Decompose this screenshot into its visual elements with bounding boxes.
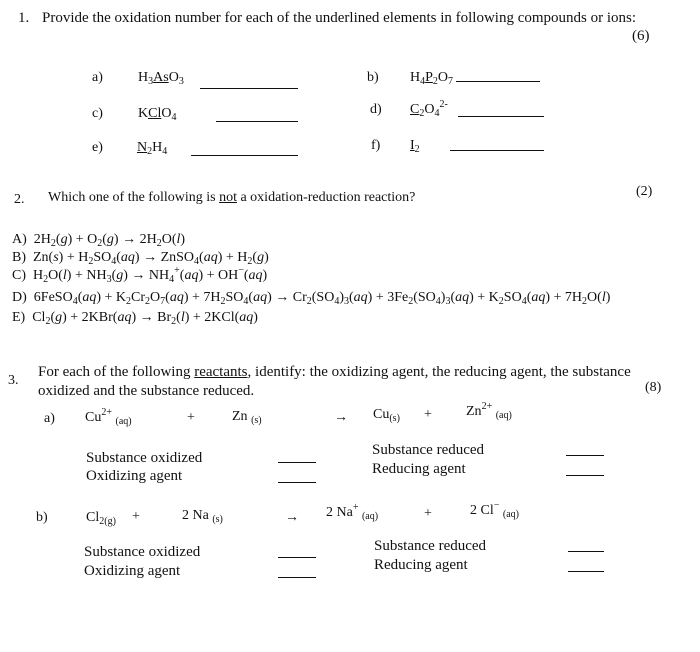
q1-a-formula: $H_3AsO_3$ <box>138 70 184 87</box>
q3-b-product-na: 2 Na+ $_{(aq)}$ <box>326 502 379 522</box>
q1-d-answer-blank[interactable] <box>458 116 544 117</box>
q3-b-reactant-cl2: $Cl_{2(g)}$ <box>86 510 116 527</box>
q1-c-formula: KClO$_4$ <box>138 106 177 123</box>
q3-b-plus-1: + <box>132 509 140 524</box>
q3-b-letter: b) <box>36 510 48 525</box>
q3-b-reducing-agent-label: Reducing agent <box>374 557 468 573</box>
q3-a-reducing-agent-label: Reducing agent <box>372 461 466 477</box>
q3-a-reactant-zn: Zn $_{(s)}$ <box>232 409 262 426</box>
q3-a-reducing-agent-blank[interactable] <box>566 475 604 476</box>
q3-b-substance-reduced-label: Substance reduced <box>374 538 487 554</box>
q3-a-arrow: → <box>334 410 348 425</box>
q3-a-letter: a) <box>44 411 55 426</box>
q3-a-product-zn: $Zn^{2+}$ $_{(aq)}$ <box>466 401 512 421</box>
q3-a-plus-1: + <box>187 410 195 425</box>
q3-b-plus-2: + <box>424 506 432 521</box>
q1-d-formula: $C_2O_4^{2-}$ <box>410 99 448 119</box>
q1-f-letter: f) <box>371 138 381 153</box>
q1-e-formula: $N_2H_4$ <box>137 140 168 157</box>
q1-prompt: Provide the oxidation number for each of the underlined elements in following compounds or ions: <box>42 10 637 26</box>
q3-a-oxidizing-agent-blank[interactable] <box>278 482 316 483</box>
q3-b-oxidizing-agent-label: Oxidizing agent <box>84 563 181 579</box>
q3-points: (8) <box>645 380 662 395</box>
q1-b-answer-blank[interactable] <box>456 81 540 82</box>
q3-b-arrow: → <box>285 510 299 525</box>
q3-number: 3. <box>8 373 19 388</box>
q3-a-plus-2: + <box>424 407 432 422</box>
q2-points: (2) <box>636 184 653 199</box>
q2-option-c: C) $H_2O(l) + NH_3(g) \to NH_4^+(aq) + OH^-(aq)$ <box>12 265 268 285</box>
q1-e-answer-blank[interactable] <box>191 155 298 156</box>
q3-b-substance-oxidized-blank[interactable] <box>278 557 316 558</box>
q1-a-answer-blank[interactable] <box>200 88 298 89</box>
q1-f-formula: $I_2$ <box>410 138 420 155</box>
q1-points: (6) <box>632 28 650 44</box>
q3-a-substance-reduced-blank[interactable] <box>566 455 604 456</box>
q1-c-answer-blank[interactable] <box>216 121 298 122</box>
q2-number: 2. <box>14 192 25 207</box>
q2-option-e: E) $Cl_2(g) + 2KBr(aq) \to Br_2(l) + 2KCl(aq)$ <box>12 310 258 327</box>
q2-option-d: D) 6FeSO$_4$(aq) + $K_2Cr_2O_7(aq) + 7H_2SO_4(aq) \to Cr_2(SO_4)_3(aq) + 3Fe_2(SO_4)_3(aq) + K_2SO_4(aq) + 7H_2O(l)$ <box>12 290 611 307</box>
q3-b-oxidizing-agent-blank[interactable] <box>278 577 316 578</box>
q3-a-reactant-cu: $Cu^{2+}$ $_{(aq)}$ <box>85 407 132 427</box>
q1-b-formula: $H_4P_2O_7$ <box>410 70 454 87</box>
q3-b-reducing-agent-blank[interactable] <box>568 571 604 572</box>
q1-b-letter: b) <box>367 70 379 85</box>
q3-b-substance-oxidized-label: Substance oxidized <box>84 544 201 560</box>
q3-b-substance-reduced-blank[interactable] <box>568 551 604 552</box>
q3-prompt-line1: For each of the following reactants, identify: the oxidizing agent, the reducing agent, the substance <box>38 364 631 380</box>
q1-d-letter: d) <box>370 102 382 117</box>
q2-option-b: B) $Zn(s) + H_2SO_4(aq)$ → ZnSO$_4$(aq) + $H_2(g)$ <box>12 250 269 267</box>
q2-option-a: A) $2H_2(g) + O_2(g) \to 2H_2O(l)$ <box>12 232 186 249</box>
q3-a-substance-oxidized-label: Substance oxidized <box>86 450 203 466</box>
q3-a-oxidizing-agent-label: Oxidizing agent <box>86 468 183 484</box>
q3-a-substance-oxidized-blank[interactable] <box>278 462 316 463</box>
q2-prompt: Which one of the following is not a oxidation-reduction reaction? <box>48 190 416 205</box>
q1-c-letter: c) <box>92 106 103 121</box>
q1-f-answer-blank[interactable] <box>450 150 544 151</box>
q3-a-substance-reduced-label: Substance reduced <box>372 442 485 458</box>
q3-b-reactant-na: 2 Na $_{(s)}$ <box>182 508 223 525</box>
q3-b-product-cl: 2 Cl− $_{(aq)}$ <box>470 500 519 520</box>
q3-prompt-line2: oxidized and the substance reduced. <box>38 383 255 399</box>
q1-e-letter: e) <box>92 140 103 155</box>
q3-a-product-cu: $Cu_{(s)}$ <box>373 407 400 424</box>
q1-number: 1. <box>18 10 30 26</box>
q1-a-letter: a) <box>92 70 103 85</box>
